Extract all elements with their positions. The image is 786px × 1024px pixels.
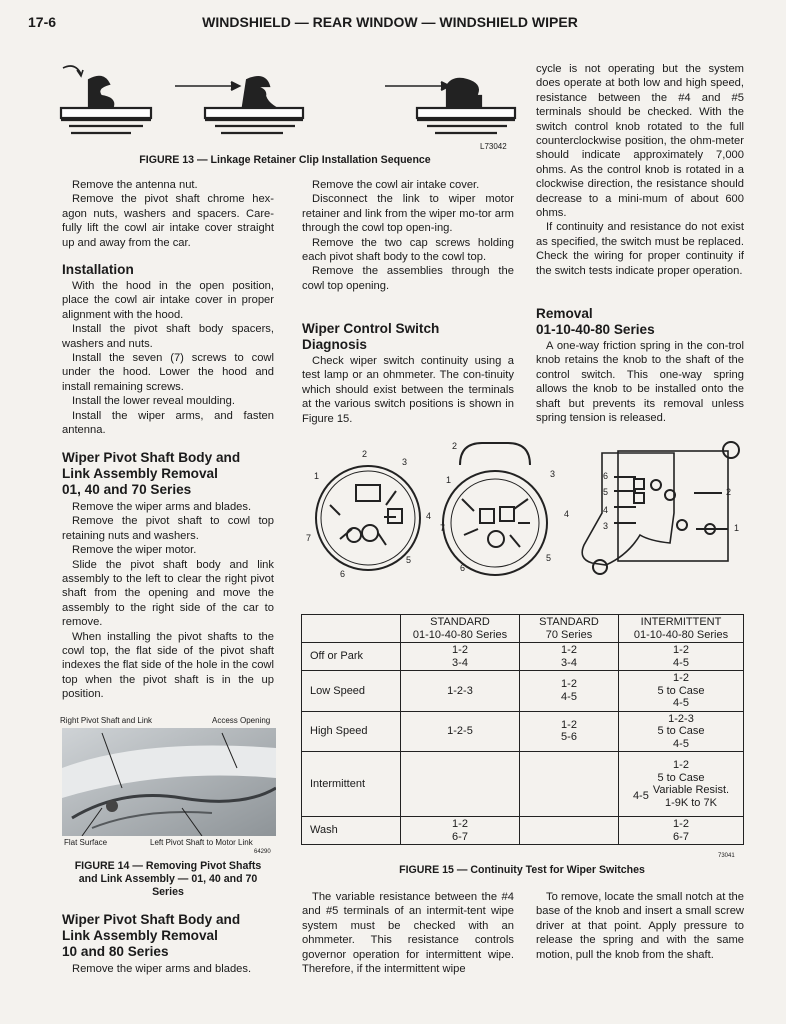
paragraph: cycle is not operating but the system does operate at both low and high speed, resistance between the #4 and #5 terminals should be checked. With the switch control knob rotated to the full counterclockwise position, the ohm-meter should indicate approximately 7,000 ohms. As the control knob is rotated in a clockwise direction, the resistance should decrease to a mini-mum of about 600 ohms. <box>536 63 744 220</box>
table-cell: 1-2 5 to Case 4-5 Variable Resist. 1-9K to 7K <box>619 752 744 817</box>
left-switch-label: 2 <box>362 449 368 459</box>
left-switch-label: 4 <box>426 511 432 521</box>
table-cell: 1-2-5 <box>401 711 520 752</box>
bottom-middle-text <box>302 890 514 976</box>
row-label: Wash <box>302 817 401 845</box>
figure-15-code: 73041 <box>718 853 735 859</box>
mid-switch-label: 4 <box>564 509 570 519</box>
table-cell: 1-2 5 to Case 4-5 <box>619 671 744 712</box>
paragraph: Remove the wiper arms and blades. <box>72 963 252 975</box>
removal-heading-switch: Removal 01-10-40-80 Series <box>536 306 655 337</box>
figure-15-caption: FIGURE 15 — Continuity Test for Wiper Switches <box>399 864 645 876</box>
paragraph: Install the wiper arms, and fasten antenna. <box>62 409 274 437</box>
paragraph: Install the lower reveal moulding. <box>72 395 235 408</box>
table-cell: 1-2 5-6 <box>520 711 619 752</box>
figure-13-caption: FIGURE 13 — Linkage Retainer Clip Installation Sequence <box>139 154 431 166</box>
table-cell: 1-2 6-7 <box>619 817 744 845</box>
row-label: Intermittent <box>302 752 401 817</box>
paragraph: The variable resistance between the #4 and #5 terminals of an intermit-tent wipe system must be checked with an ohmmeter. This resistance controls governor operation for intermittent wipe. Therefore, if the intermittent wipe <box>302 891 514 976</box>
fig14-label-left-pivot: Left Pivot Shaft to Motor Link <box>150 838 253 847</box>
right-switch-label: 5 <box>603 487 609 497</box>
fig14-label-flat-surface: Flat Surface <box>64 838 108 847</box>
right-switch-label: 3 <box>603 521 609 531</box>
fig14-label-access-opening: Access Opening <box>212 716 271 725</box>
table-cell <box>401 752 520 817</box>
figure-13-illustration <box>55 58 525 158</box>
removal-text-10 <box>62 962 274 976</box>
left-switch-label: 3 <box>402 457 408 467</box>
table-header: STANDARD 70 Series <box>520 615 619 643</box>
diagnosis-text <box>302 354 514 426</box>
paragraph: Install the pivot shaft body spacers, washers and nuts. <box>62 323 274 350</box>
figure-14-caption: FIGURE 14 — Removing Pivot Shafts and Link Assembly — 01, 40 and 70 Series <box>74 860 262 898</box>
mid-switch-label: 5 <box>546 553 552 563</box>
col1-intro <box>62 178 274 250</box>
table-header: STANDARD 01-10-40-80 Series <box>401 615 520 643</box>
row-label: Low Speed <box>302 671 401 712</box>
mid-switch-label: 1 <box>446 475 452 485</box>
left-switch-label: 7 <box>306 533 312 543</box>
table-cell: 1-2 4-5 <box>619 643 744 671</box>
table-cell: 1-2-3 <box>401 671 520 712</box>
right-switch-label: 6 <box>603 471 609 481</box>
table-row <box>302 643 744 671</box>
paragraph: Remove the cowl air intake cover. <box>312 179 480 191</box>
switch-diagrams <box>300 435 750 595</box>
removal-heading-10: Wiper Pivot Shaft Body and Link Assembly Removal 10 and 80 Series <box>62 912 241 959</box>
paragraph: Remove the antenna nut. <box>72 179 198 191</box>
paragraph: Remove the wiper motor. <box>72 544 197 557</box>
removal-heading-01: Wiper Pivot Shaft Body and Link Assembly Removal 01, 40 and 70 Series <box>62 450 241 497</box>
table-row <box>302 817 744 845</box>
row-label: Off or Park <box>302 643 401 671</box>
table-row <box>302 711 744 752</box>
right-switch-label: 4 <box>603 505 609 515</box>
table-cell: 1-2 3-4 <box>520 643 619 671</box>
table-header-row <box>302 615 744 643</box>
table-row <box>302 671 744 712</box>
installation-heading: Installation <box>62 262 134 277</box>
mid-switch-label: 7 <box>440 523 446 533</box>
table-cell: 1-2-3 5 to Case 4-5 <box>619 711 744 752</box>
col2-text <box>302 178 514 293</box>
fig14-code: 64290 <box>254 849 271 855</box>
paragraph: Install the seven (7) screws to cowl under the hood. Lower the hood and install remaining screws. <box>62 352 274 393</box>
paragraph: If continuity and resistance do not exist as specified, the switch must be replaced. Check the wiring for proper continuity if the switch tests indicate proper operation. <box>536 221 744 277</box>
left-switch-label: 1 <box>314 471 320 481</box>
right-switch-label: 1 <box>734 523 740 533</box>
paragraph: Remove the pivot shaft to cowl top retaining nuts and washers. <box>62 515 274 542</box>
table-corner <box>302 615 401 643</box>
paragraph: Remove the wiper arms and blades. <box>72 501 252 513</box>
paragraph: Remove the assemblies through the cowl top opening. <box>302 265 514 292</box>
diagnosis-heading: Wiper Control Switch Diagnosis <box>302 321 440 352</box>
paragraph: When installing the pivot shafts to the cowl top, the flat side of the pivot shaft indexes the flat side of the hole in the cowl top when the pivot shaft is in the up position. <box>62 630 274 701</box>
mid-switch-label: 6 <box>460 563 466 573</box>
table-cell: 1-2 6-7 <box>401 817 520 845</box>
paragraph: A one-way friction spring in the con-trol knob retains the knob to the shaft of the control switch. This one-way spring allows the knob to be installed onto the shaft but prevents its removal unless spring tension is released. <box>536 340 744 425</box>
table-row <box>302 752 744 817</box>
figure-13-code: L73042 <box>480 142 507 151</box>
removal-text-01 <box>62 500 274 702</box>
mid-switch-label: 3 <box>550 469 556 479</box>
right-switch-label: 2 <box>726 487 732 497</box>
left-switch-label: 6 <box>340 569 346 579</box>
table-cell <box>520 817 619 845</box>
paragraph: With the hood in the open position, place the cowl air intake cover in proper alignment with the hood. <box>62 280 274 321</box>
table-cell <box>520 752 619 817</box>
mid-switch-label: 2 <box>452 441 458 451</box>
continuity-table <box>301 614 744 845</box>
paragraph: Remove the two cap screws holding each pivot shaft body to the cowl top. <box>302 236 514 264</box>
row-label: High Speed <box>302 711 401 752</box>
table-header: INTERMITTENT 01-10-40-80 Series <box>619 615 744 643</box>
bottom-right-text <box>536 890 744 962</box>
page-number: 17-6 <box>28 14 57 30</box>
table-cell: 1-2 4-5 <box>520 671 619 712</box>
paragraph: Check wiper switch continuity using a test lamp or an ohmmeter. The con-tinuity which should exist between the terminals at the various switch positions is shown in Figure 15. <box>302 355 514 425</box>
paragraph: Remove the pivot shaft chrome hex-agon nuts, washers and spacers. Care-fully lift the cowl air intake cover straight up and away from the car. <box>62 193 274 249</box>
col3-text <box>536 62 744 278</box>
removal-text-switch <box>536 339 744 425</box>
fig14-label-right-pivot: Right Pivot Shaft and Link <box>60 716 153 725</box>
installation-text <box>62 279 274 437</box>
paragraph: Disconnect the link to wiper motor retainer and link from the wiper mo-tor arm through the cowl top open-ing. <box>302 193 514 235</box>
left-switch-label: 5 <box>406 555 412 565</box>
paragraph: To remove, locate the small notch at the base of the knob and insert a small screw driver at that point. Apply pressure to release the spring and with the same motion, pull the knob from the shaft. <box>536 891 744 961</box>
page-title: WINDSHIELD — REAR WINDOW — WINDSHIELD WIPER <box>202 14 578 30</box>
paragraph: Slide the pivot shaft body and link assembly to the left to clear the right pivot shaft from the opening and move the assembly to the right side of the car to remove. <box>62 558 274 629</box>
figure-14-photo <box>62 728 276 836</box>
table-cell: 1-2 3-4 <box>401 643 520 671</box>
